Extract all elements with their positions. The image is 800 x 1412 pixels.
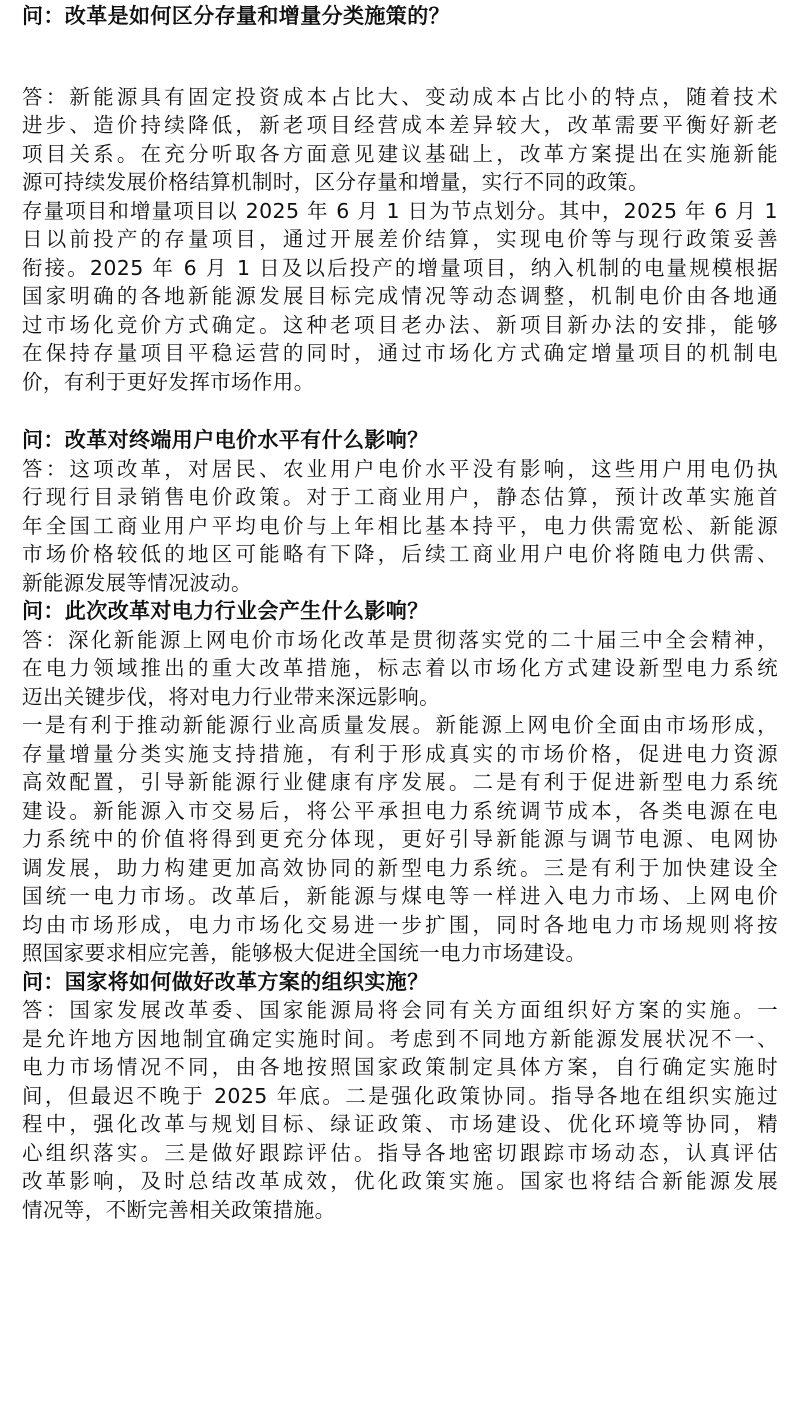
answer-line: 日以前投产的存量项目，通过开展差价结算，实现电价等与现行政策妥善 bbox=[22, 227, 778, 251]
answer-line: 源可持续发展价格结算机制时，区分存量和增量，实行不同的政策。 bbox=[22, 170, 649, 194]
qa-section-2 bbox=[22, 426, 778, 597]
answer-line: 年全国工商业用户平均电价与上年相比基本持平，电力供需宽松、新能源 bbox=[22, 513, 778, 538]
question-heading: 问：国家将如何做好改革方案的组织实施？ bbox=[22, 969, 429, 994]
answer-line: 建设。新能源入市交易后，将公平承担电力系统调节成本，各类电源在电 bbox=[22, 798, 778, 823]
answer-line: 项目关系。在充分听取各方面意见建议基础上，改革方案提出在实施新能 bbox=[22, 141, 778, 166]
answer-line: 行现行目录销售电价政策。对于工商业用户，静态估算，预计改革实施首 bbox=[22, 485, 778, 509]
answer-line: 存量项目和增量项目以 2025 年 6 月 1 日为节点划分。其中，2025 年 6 月 1 bbox=[22, 198, 778, 223]
answer-line: 心组织落实。三是做好跟踪评估。指导各地密切跟踪市场动态，认真评估 bbox=[22, 1140, 778, 1165]
qa-section-1 bbox=[22, 0, 778, 396]
qa-section-4 bbox=[22, 968, 778, 1225]
answer-line: 国统一电力市场。改革后，新能源与煤电等一样进入电力市场、上网电价 bbox=[22, 884, 778, 908]
answer-line: 程中，强化改革与规划目标、绿证政策、市场建设、优化环境等协同，精 bbox=[22, 1112, 778, 1136]
qa-section-3 bbox=[22, 597, 778, 968]
answer-line: 在保持存量项目平稳运营的同时，通过市场化方式确定增量项目的机制电 bbox=[22, 341, 778, 365]
answer-line: 改革影响，及时总结改革成效，优化政策实施。国家也将结合新能源发展 bbox=[22, 1169, 778, 1193]
answer-line: 调发展，助力构建更加高效协同的新型电力系统。三是有利于加快建设全 bbox=[22, 855, 778, 880]
answer-line: 高效配置，引导新能源行业健康有序发展。二是有利于促进新型电力系统 bbox=[22, 770, 778, 794]
answer-line: 间，但最迟不晚于 2025 年底。二是强化政策协同。指导各地在组织实施过 bbox=[22, 1083, 778, 1108]
answer-line: 均由市场形成，电力市场化交易进一步扩围，同时各地电力市场规则将按 bbox=[22, 912, 778, 937]
answer-line: 新能源发展等情况波动。 bbox=[22, 570, 252, 595]
question-heading: 问：改革对终端用户电价水平有什么影响？ bbox=[22, 428, 429, 452]
answer-line: 进步、造价持续降低，新老项目经营成本差异较大，改革需要平衡好新老 bbox=[22, 113, 778, 137]
answer-line: 在电力领域推出的重大改革措施，标志着以市场化方式建设新型电力系统 bbox=[22, 656, 778, 680]
answer-line: 答：这项改革，对居民、农业用户电价水平没有影响，这些用户用电仍执 bbox=[22, 456, 778, 481]
answer-line: 市场价格较低的地区可能略有下降，后续工商业用户电价将随电力供需、 bbox=[22, 542, 778, 566]
question-heading: 问：改革是如何区分存量和增量分类施策的？ bbox=[22, 4, 450, 28]
answer-line: 国家明确的各地新能源发展目标完成情况等动态调整，机制电价由各地通 bbox=[22, 284, 778, 308]
answer-line: 价，有利于更好发挥市场作用。 bbox=[22, 369, 315, 394]
answer-line: 存量增量分类实施支持措施，有利于形成真实的市场价格，促进电力资源 bbox=[22, 741, 778, 766]
answer-line: 过市场化竞价方式确定。这种老项目老办法、新项目新办法的安排，能够 bbox=[22, 312, 778, 337]
spacer bbox=[22, 396, 778, 426]
answer-line: 情况等，不断完善相关政策措施。 bbox=[22, 1197, 336, 1222]
answer-line: 答：新能源具有固定投资成本占比大、变动成本占比小的特点，随着技术 bbox=[22, 84, 778, 109]
answer-line: 迈出关键步伐，将对电力行业带来深远影响。 bbox=[22, 684, 440, 709]
answer-line: 答：国家发展改革委、国家能源局将会同有关方面组织好方案的实施。一 bbox=[22, 998, 778, 1022]
spacer bbox=[22, 31, 778, 83]
question-heading: 问：此次改革对电力行业会产生什么影响？ bbox=[22, 599, 429, 623]
answer-line: 电力市场情况不同，由各地按照国家政策制定具体方案，自行确定实施时 bbox=[22, 1055, 778, 1079]
answer-line: 是允许地方因地制宜确定实施时间。考虑到不同地方新能源发展状况不一、 bbox=[22, 1026, 778, 1051]
answer-line: 答：深化新能源上网电价市场化改革是贯彻落实党的二十届三中全会精神， bbox=[22, 627, 778, 652]
answer-line: 衔接。2025 年 6 月 1 日及以后投产的增量项目，纳入机制的电量规模根据 bbox=[22, 255, 778, 280]
answer-line: 一是有利于推动新能源行业高质量发展。新能源上网电价全面由市场形成， bbox=[22, 713, 778, 737]
answer-line: 照国家要求相应完善，能够极大促进全国统一电力市场建设。 bbox=[22, 941, 587, 965]
answer-line: 力系统中的价值将得到更充分体现，更好引导新能源与调节电源、电网协 bbox=[22, 827, 778, 851]
